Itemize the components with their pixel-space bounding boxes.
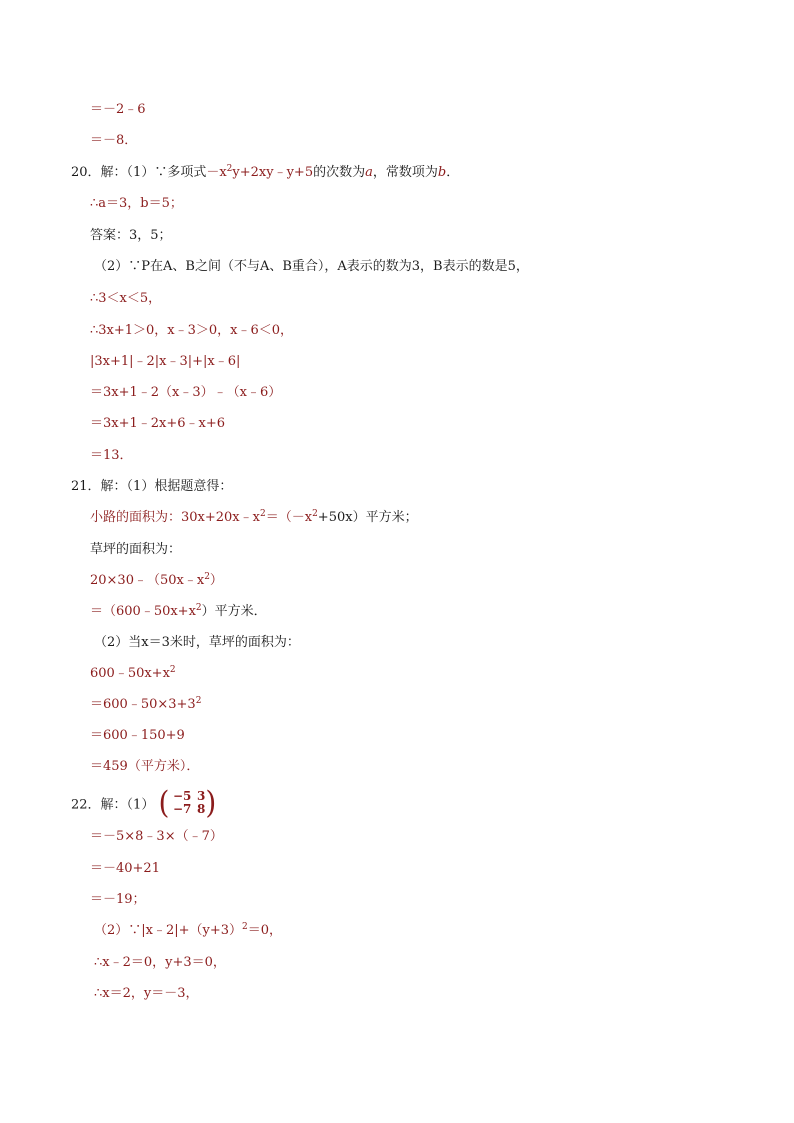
problem-21-header: 21．解：（1）根据题意得： xyxy=(71,479,233,494)
part-2-text: （2）∵P在A、B之间（不与A、B重合），A表示的数为3，B表示的数是5， xyxy=(94,259,529,274)
problem-20-header: 20．解：（1）∵多项式$-x^2y+2xy﹣y+5$的次数为a，常数项为b． xyxy=(71,164,460,180)
polynomial: $-x^2y+2xy﹣y+5$ xyxy=(206,164,314,180)
line-17: $=(600﹣50x+x^2)$平方米． xyxy=(90,603,267,619)
text: 解：（1）∵多项式 xyxy=(100,165,207,180)
line-20: $=600﹣50\times 3+3^2$ xyxy=(90,696,202,712)
line-4: ∴a＝3，b＝5； xyxy=(90,196,183,211)
line-16: $20\times 30﹣(50x﹣x^2)$ xyxy=(90,572,223,588)
line-9: |3x+1|﹣2|x﹣3|+|x﹣6| xyxy=(90,354,241,369)
line-19: $600﹣50x+x^2$ xyxy=(90,665,176,681)
problem-number: 22． xyxy=(71,797,101,813)
line-27: $(2)\because|x﹣2|+(y+3)^2=0$， xyxy=(94,922,283,938)
line-28: ∴x﹣2＝0，y+3＝0， xyxy=(94,955,226,970)
line-29: ∴x＝2，y＝－3， xyxy=(94,986,199,1001)
line-25: ＝－40+21 xyxy=(90,861,160,876)
determinant: ( −5 3 −7 8 ) xyxy=(158,784,217,821)
line-8: ∴3x+1＞0，x﹣3＞0，x﹣6＜0， xyxy=(90,323,294,338)
line-2: ＝－8． xyxy=(90,133,138,148)
line-10: ＝3x+1﹣2（x﹣3）﹣（x﹣6） xyxy=(90,385,282,400)
problem-number: 20． xyxy=(71,165,101,180)
line-7: ∴3＜x＜5， xyxy=(90,291,162,306)
line-26: ＝－19； xyxy=(90,892,146,907)
line-1: ＝－2﹣6 xyxy=(90,102,146,117)
line-11: ＝3x+1﹣2x+6﹣x+6 xyxy=(90,416,226,431)
problem-22-header: 22．解：（1） ( −5 3 −7 8 ) xyxy=(71,784,217,821)
line-24: ＝－5×8﹣3×（﹣7） xyxy=(90,829,223,844)
line-15: 草坪的面积为： xyxy=(90,542,182,557)
problem-number: 21． xyxy=(71,479,101,494)
line-22: ＝459（平方米）． xyxy=(90,759,200,774)
answer-line: 答案：3，5； xyxy=(90,228,172,243)
line-18: （2）当x＝3米时，草坪的面积为： xyxy=(94,635,300,650)
line-21: ＝600﹣150+9 xyxy=(90,728,185,743)
line-14: 小路的面积为：$30x+20x﹣x^2=(-x^2+50x)$平方米； xyxy=(90,509,418,525)
line-12: ＝13． xyxy=(90,448,133,463)
